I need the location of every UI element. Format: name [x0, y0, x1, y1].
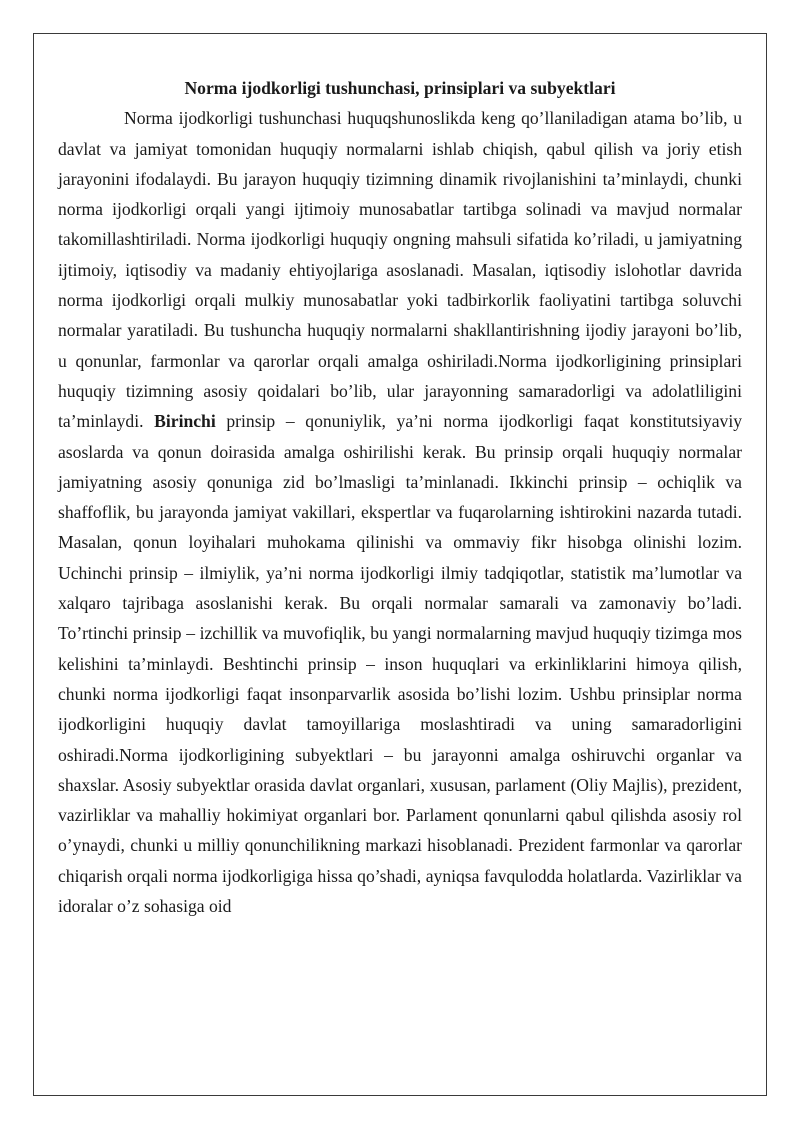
paragraph-text-part2: prinsip – qonuniylik, ya’ni norma ijodkorligi faqat konstitutsiyaviy asoslarda va qonun doirasida amalga oshirilishi kerak. Bu prinsip orqali huquqiy normalar jamiyatning asosiy qonuniga zid bo’lmasligi ta’minlanadi. Ikkinchi prinsip – ochiqlik va shaffoflik, bu jarayonda jamiyat vakillari, ekspertlar va fuqarolarning ishtirokini nazarda tutadi. Masalan, qonun loyihalari muhokama qilinishi va ommaviy fikr hisobga olinishi lozim. Uchinchi prinsip – ilmiylik, ya’ni norma ijodkorligi ilmiy tadqiqotlar, statistik ma’lumotlar va xalqaro tajribaga asoslanishi kerak. Bu orqali normalar samarali va zamonaviy bo’ladi. To’rtinchi prinsip – izchillik va muvofiqlik, bu yangi normalarning mavjud huquqiy tizimga mos kelishini ta’minlaydi. Beshtinchi prinsip – inson huquqlari va erkinliklarini himoya qilish, chunki norma ijodkorligi faqat insonparvarlik asosida bo’lishi lozim. Ushbu prinsiplar norma ijodkorligini huquqiy davlat tamoyillariga moslashtiradi va uning samaradorligini oshiradi.Norma ijodkorligining subyektlari – bu jarayonni amalga oshiruvchi organlar va shaxslar. Asosiy subyektlar orasida davlat organlari, xususan, parlament (Oliy Majlis), prezident, vazirliklar va mahalliy hokimiyat organlari bor. Parlament qonunlarni qabul qilishda asosiy rol o’ynaydi, chunki u milliy qonunchilikning markazi hisoblanadi. Prezident farmonlar va qarorlar chiqarish orqali norma ijodkorligiga hissa qo’shadi, ayniqsa favqulodda holatlarda. Vazirliklar va idoralar o’z sohasiga oid	[58, 411, 743, 917]
document-content	[58, 73, 742, 921]
document-title: Norma ijodkorligi tushunchasi, prinsiplari va subyektlari	[184, 78, 616, 98]
document-paragraph	[58, 103, 742, 921]
paragraph-text-part1: Norma ijodkorligi tushunchasi huquqshunoslikda keng qo’llaniladigan atama bo’lib, u davlat va jamiyat tomonidan huquqiy normalarni ishlab chiqish, qabul qilish va joriy etish jarayonini ifodalaydi. Bu jarayon huquqiy tizimning dinamik rivojlanishini ta’minlaydi, chunki norma ijodkorligi orqali yangi ijtimoiy munosabatlar tartibga solinadi va mavjud normalar takomillashtiriladi. Norma ijodkorligi huquqiy ongning mahsuli sifatida ko’riladi, u jamiyatning ijtimoiy, iqtisodiy va madaniy ehtiyojlariga asoslanadi. Masalan, iqtisodiy islohotlar davrida norma ijodkorligi orqali mulkiy munosabatlar yoki tadbirkorlik faoliyatini tartibga soluvchi normalar yaratiladi. Bu tushuncha huquqiy normalarni shakllantirishning ijodiy jarayoni bo’lib, u qonunlar, farmonlar va qarorlar orqali amalga oshiriladi.Norma ijodkorligining prinsiplari huquqiy tizimning asosiy qoidalari bo’lib, ular jarayonning samaradorligi va adolatliligini ta’minlaydi.	[58, 108, 742, 432]
bold-word-birinchi: Birinchi	[154, 411, 216, 432]
